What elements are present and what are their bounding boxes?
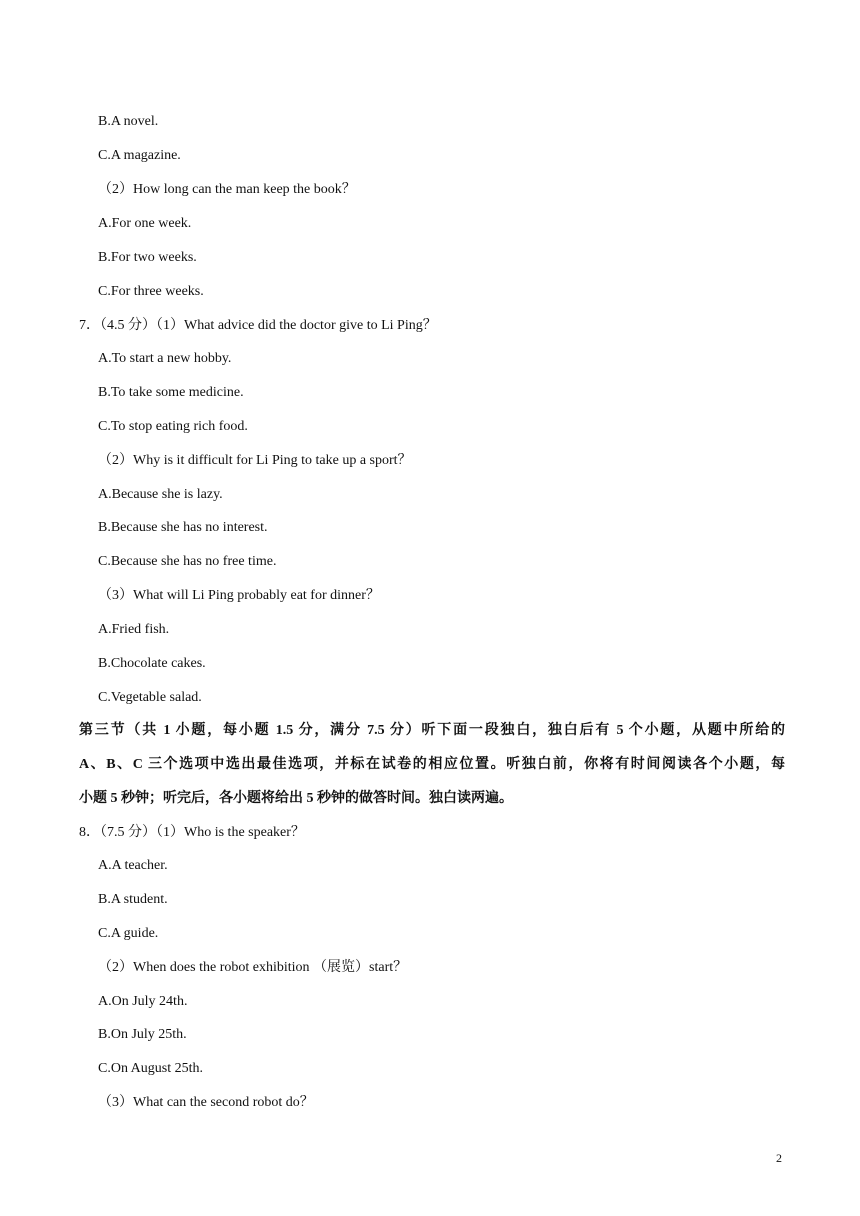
q8-sub2-option-c: C.On August 25th.: [98, 1061, 204, 1076]
q7-sub3-option-c: C.Vegetable salad.: [98, 690, 202, 705]
q7-sub1-option-a: A.To start a new hobby.: [98, 351, 232, 366]
q7-sub1-option-c: C.To stop eating rich food.: [98, 419, 248, 434]
q6-subquestion-2: （2）How long can the man keep the book？: [98, 182, 356, 197]
q6-sub2-option-a: A.For one week.: [98, 216, 192, 231]
q6-option-b: B.A novel.: [98, 114, 159, 129]
q8-sub1-option-c: C.A guide.: [98, 926, 159, 941]
q7-sub2-option-b: B.Because she has no interest.: [98, 520, 268, 535]
section-3-instructions-line-1: 第三节（共 1 小题，每小题 1.5 分，满分 7.5 分）听下面一段独白，独白后有 5 个小题，从题中所给的: [79, 723, 785, 738]
q7-subquestion-3: （3）What will Li Ping probably eat for dinner？: [98, 588, 380, 603]
q7-sub1-option-b: B.To take some medicine.: [98, 385, 244, 400]
question-7-heading: 7．（4.5 分）（1）What advice did the doctor give to Li Ping？: [79, 318, 437, 333]
q8-sub2-option-a: A.On July 24th.: [98, 994, 188, 1009]
q7-subquestion-2: （2）Why is it difficult for Li Ping to take up a sport？: [98, 453, 412, 468]
page-number: 2: [776, 1151, 782, 1165]
q6-sub2-option-b: B.For two weeks.: [98, 250, 197, 265]
q7-sub2-option-a: A.Because she is lazy.: [98, 487, 223, 502]
q7-sub3-option-b: B.Chocolate cakes.: [98, 656, 206, 671]
q6-sub2-option-c: C.For three weeks.: [98, 284, 204, 299]
q8-sub1-option-a: A.A teacher.: [98, 858, 168, 873]
question-8-heading: 8．（7.5 分）（1）Who is the speaker？: [79, 825, 305, 840]
section-3-instructions-line-3: 小题 5 秒钟；听完后，各小题将给出 5 秒钟的做答时间。独白读两遍。: [79, 791, 513, 806]
q8-subquestion-3: （3）What can the second robot do？: [98, 1095, 314, 1110]
q7-sub3-option-a: A.Fried fish.: [98, 622, 170, 637]
q8-sub2-option-b: B.On July 25th.: [98, 1027, 187, 1042]
q8-sub1-option-b: B.A student.: [98, 892, 168, 907]
q8-subquestion-2: （2）When does the robot exhibition （展览）start？: [98, 960, 408, 975]
section-3-instructions-line-2: A、B、C 三个选项中选出最佳选项，并标在试卷的相应位置。听独白前，你将有时间阅读各个小题，每: [79, 757, 785, 772]
q7-sub2-option-c: C.Because she has no free time.: [98, 554, 277, 569]
q6-option-c: C.A magazine.: [98, 148, 181, 163]
